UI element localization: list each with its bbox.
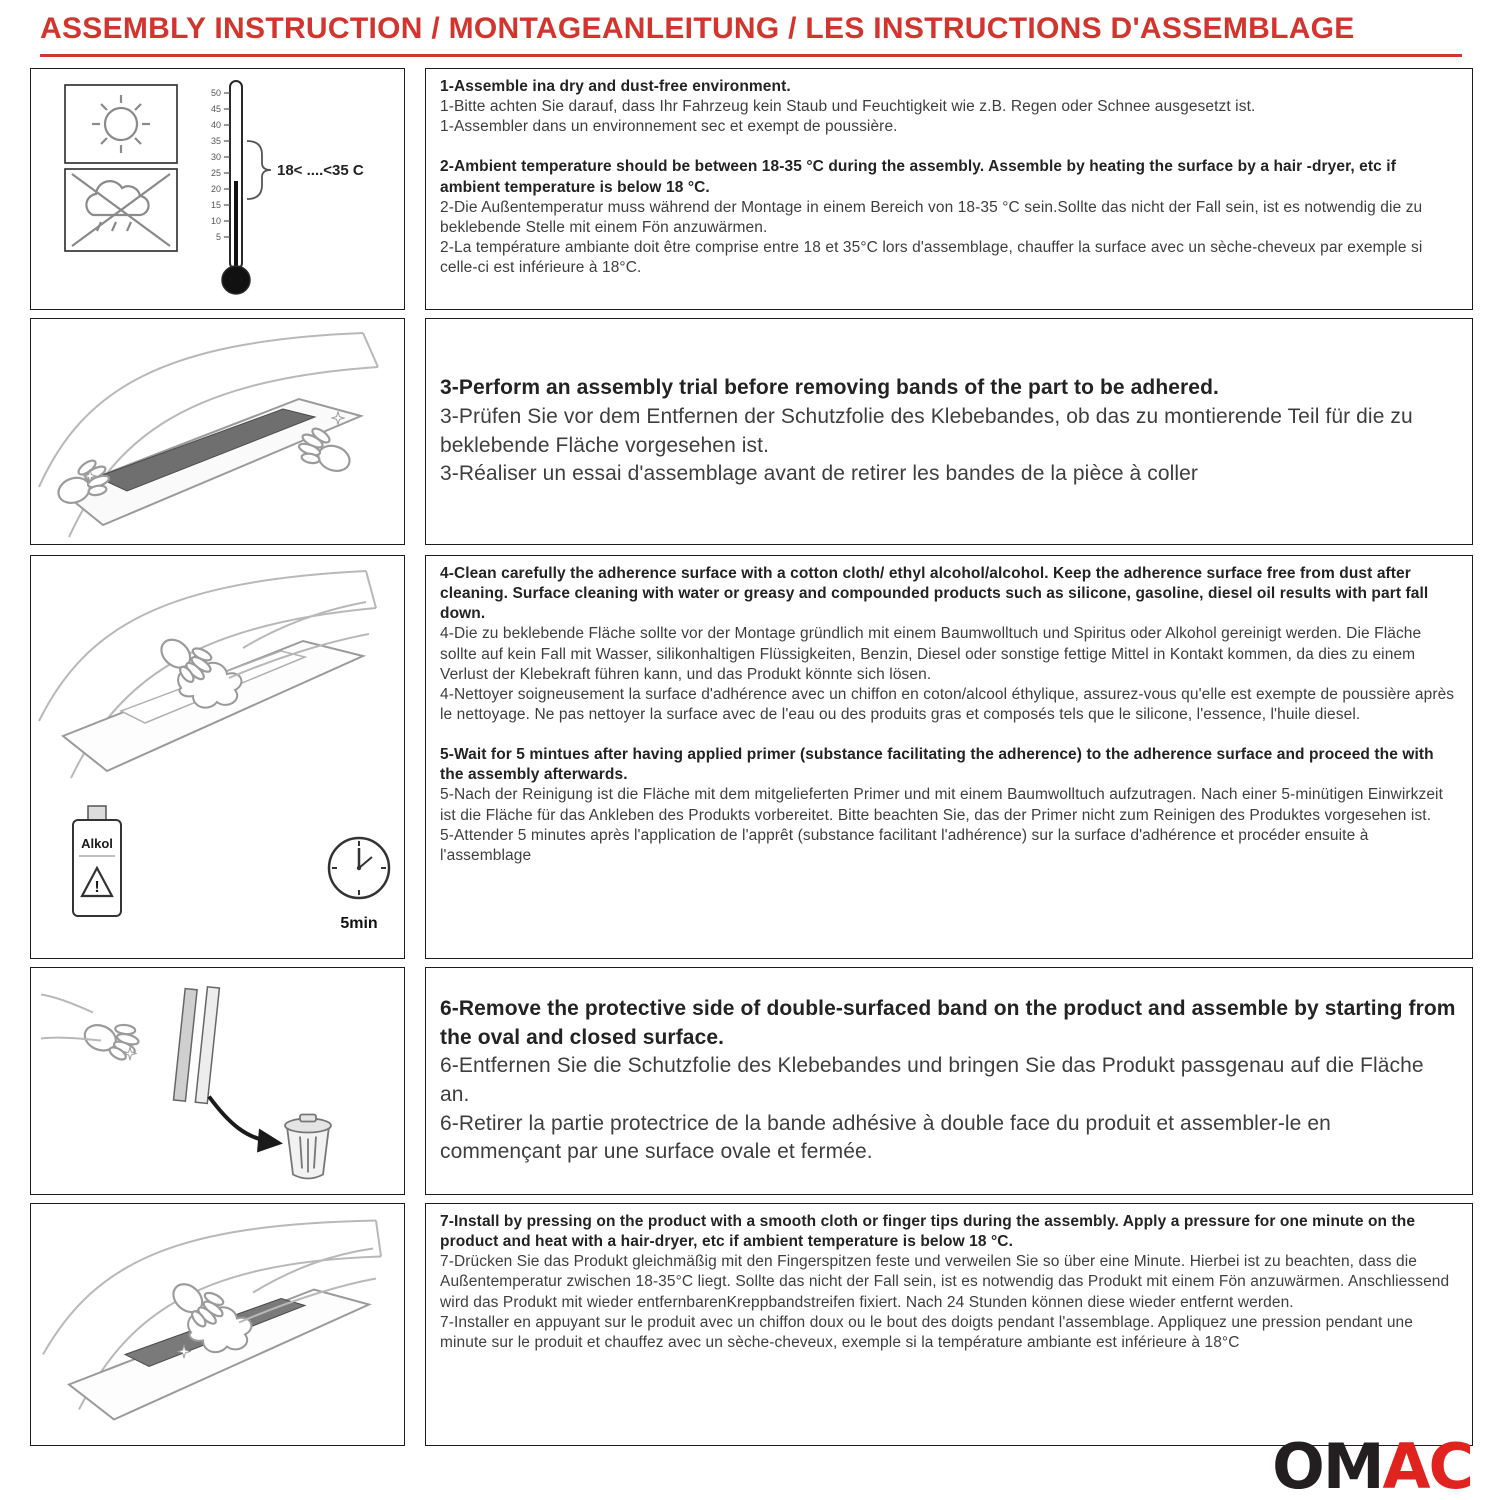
temperature-range-label: 18< ....<35 C	[277, 162, 364, 179]
instruction-en: 5-Wait for 5 mintues after having applied primer (substance facilitating the adherence) to the adherence surface and proceed the with the assembly afterwards.	[440, 746, 1434, 784]
environment-illustration-box	[30, 68, 405, 310]
environment-illustration	[31, 69, 404, 309]
section-cleaning-primer	[0, 555, 1500, 959]
tick-label: 45	[210, 104, 221, 114]
thermometer-icon	[211, 81, 364, 294]
instruction-fr: 3-Réaliser un essai d'assemblage avant de retirer les bandes de la pièce à coller	[440, 462, 1199, 486]
tick-label: 25	[210, 168, 221, 178]
tick-label: 10	[210, 216, 221, 226]
tick-label: 30	[210, 152, 221, 162]
trial-text-box	[425, 318, 1473, 545]
remove-band-illustration-box	[30, 967, 405, 1195]
instruction-fr: 7-Installer en appuyant sur le produit avec un chiffon doux ou le bout des doigts pendant l'assemblage. Appliquez une pression pendant une minute sur le produit et chauffez avec un sèche-cheveux, exemple si la température ambiante est inférieure à 18°C	[440, 1313, 1413, 1351]
tick-label: 15	[210, 200, 221, 210]
instruction-fr: 6-Retirer la partie protectrice de la bande adhésive à double face du produit et assembler-le en commençant par une surface ovale et fermée.	[440, 1111, 1331, 1164]
environment-text-box	[425, 68, 1473, 310]
instruction-de: 1-Bitte achten Sie darauf, dass Ihr Fahrzeug kein Staub und Feuchtigkeit wie z.B. Regen oder Schnee ausgesetzt ist.	[440, 98, 1256, 116]
instruction-en: 3-Perform an assembly trial before removing bands of the part to be adhered.	[440, 376, 1219, 400]
instruction-fr: 1-Assembler dans un environnement sec et exempt de poussière.	[440, 118, 898, 136]
instruction-de: 2-Die Außentemperatur muss während der Montage in einem Bereich von 18-35 °C sein.Sollte das nicht der Fall sein, ist es notwendig die zu beklebende Stelle mit einem Fön anzuwärmen.	[440, 198, 1423, 236]
instruction-en: 4-Clean carefully the adherence surface with a cotton cloth/ ethyl alcohol/alcohol. Keep the adherence surface free from dust after cleaning. Surface cleaning with water or greasy and compounded products such as silicone, gasoline, diesel oil results with part fall down.	[440, 565, 1429, 623]
tick-label: 40	[210, 120, 221, 130]
page-title: ASSEMBLY INSTRUCTION / MONTAGEANLEITUNG / LES INSTRUCTIONS D'ASSEMBLAGE	[40, 12, 1355, 45]
omac-logo	[1272, 1430, 1472, 1500]
instruction-en: 6-Remove the protective side of double-surfaced band on the product and assemble by starting from the oval and closed surface.	[440, 997, 1456, 1049]
remove-band-illustration	[31, 968, 404, 1194]
clock-label: 5min	[340, 915, 378, 932]
instruction-de: 7-Drücken Sie das Produkt gleichmäßig mit den Fingerspitzen feste und verweilen Sie so über eine Minute. Hierbei ist zu beachten, dass die Außentemperatur zwischen 18-35°C liegt. Sollte das nicht der Fall sein, ist es notwendig das Produkt mit einem Fön anzuwärmen. Anschliessend wird das Produkt mit wieder entfernbarenKreppbandstreifen fixiert. Nach 24 Stunden können diese wieder entfernt werden.	[440, 1253, 1450, 1311]
logo-text-om: OM	[1272, 1430, 1383, 1500]
tick-label: 50	[210, 88, 221, 98]
instruction-fr: 4-Nettoyer soigneusement la surface d'adhérence avec un chiffon en coton/alcool éthylique, assurez-vous qu'elle est exempte de poussière après le nettoyage. Ne pas nettoyer la surface avec de l'eau ou des produits gras et composés tels que le silicone, l'essence, l'huile diesel.	[440, 685, 1455, 723]
tick-label: 5	[215, 232, 221, 242]
no-rain-icon	[72, 174, 170, 246]
instruction-de: 6-Entfernen Sie die Schutzfolie des Klebebandes und bringen Sie das Produkt passgenau auf die Fläche an.	[440, 1054, 1424, 1106]
instruction-de: 5-Nach der Reinigung ist die Fläche mit dem mitgelieferten Primer und mit einem Baumwolltuch aufzutragen. Nach einer 5-minütigen Einwirkzeit ist die Fläche für das Ankleben des Produkts vorbereitet. Bitte beachten Sie, das der Primer nicht zum Reinigen des Produktes vorgesehen ist.	[440, 786, 1444, 824]
bottle-label: Alkol	[81, 836, 113, 851]
instruction-de: 3-Prüfen Sie vor dem Entfernen der Schutzfolie des Klebebandes, ob das zu montierende Teil für die zu beklebende Fläche vorgesehen ist.	[440, 404, 1413, 457]
instruction-en: 7-Install by pressing on the product with a smooth cloth or finger tips during the assembly. Apply a pressure for one minute on the product and heat with a hair-dryer, etc if ambient temperature is below 18 °C.	[440, 1213, 1416, 1251]
peeling-hand-icon	[80, 1009, 144, 1064]
trial-illustration-box	[30, 318, 405, 545]
instruction-fr: 5-Attender 5 minutes après l'application de l'apprêt (substance facilitant l'adhérence) sur la surface d'adhérence et procéder ensuite à l'assemblage	[440, 826, 1369, 864]
instruction-en: 1-Assemble ina dry and dust-free environment.	[440, 78, 791, 95]
press-install-illustration	[31, 1204, 404, 1445]
press-illustration-box	[30, 1203, 405, 1446]
instruction-de: 4-Die zu beklebende Fläche sollte vor der Montage gründlich mit einem Baumwolltuch und Spiritus oder Alkohol gereinigt werden. Die Fläche sollte auf kein Fall mit Wasser, silikonhaltigen Flüssigkeiten, Benzin, Diesel oder sonstige fettige Mittel in Kontakt kommen, da dies zu einem Verlust der Klebekraft führen kann, und das Produkt könnte sich lösen.	[440, 625, 1422, 683]
section-environment	[0, 68, 1500, 310]
warning-exclamation: !	[94, 879, 100, 896]
trash-can-icon	[285, 1115, 331, 1179]
remove-band-text-box	[425, 967, 1473, 1195]
press-text-box	[425, 1203, 1473, 1446]
instruction-en: 2-Ambient temperature should be between 18-35 °C during the assembly. Assemble by heating the surface by a hair -dryer, etc if ambient temperature is below 18 °C.	[440, 158, 1396, 196]
logo-text-ac: AC	[1382, 1430, 1472, 1500]
tick-label: 35	[210, 136, 221, 146]
arrow-head	[257, 1129, 283, 1153]
cleaning-illustration	[31, 556, 404, 958]
door-sill-trial-illustration	[31, 319, 404, 544]
cleaning-text-box	[425, 555, 1473, 959]
section-assembly-trial	[0, 318, 1500, 545]
sun-icon	[92, 95, 150, 153]
instruction-fr: 2-La température ambiante doit être comprise entre 18 et 35°C lors d'assemblage, chauffer la surface avec un sèche-cheveux par exemple si celle-ci est inférieure à 18°C.	[440, 238, 1423, 277]
alcohol-bottle-icon	[73, 806, 121, 916]
range-brace	[247, 141, 271, 199]
tape-strips-icon	[173, 985, 219, 1104]
clock-icon	[329, 838, 389, 932]
cleaning-illustration-box	[30, 555, 405, 959]
title-underline	[40, 54, 1462, 57]
tick-label: 20	[210, 184, 221, 194]
section-press-install	[0, 1203, 1500, 1446]
section-remove-band	[0, 967, 1500, 1195]
arrow-icon	[209, 1097, 265, 1141]
